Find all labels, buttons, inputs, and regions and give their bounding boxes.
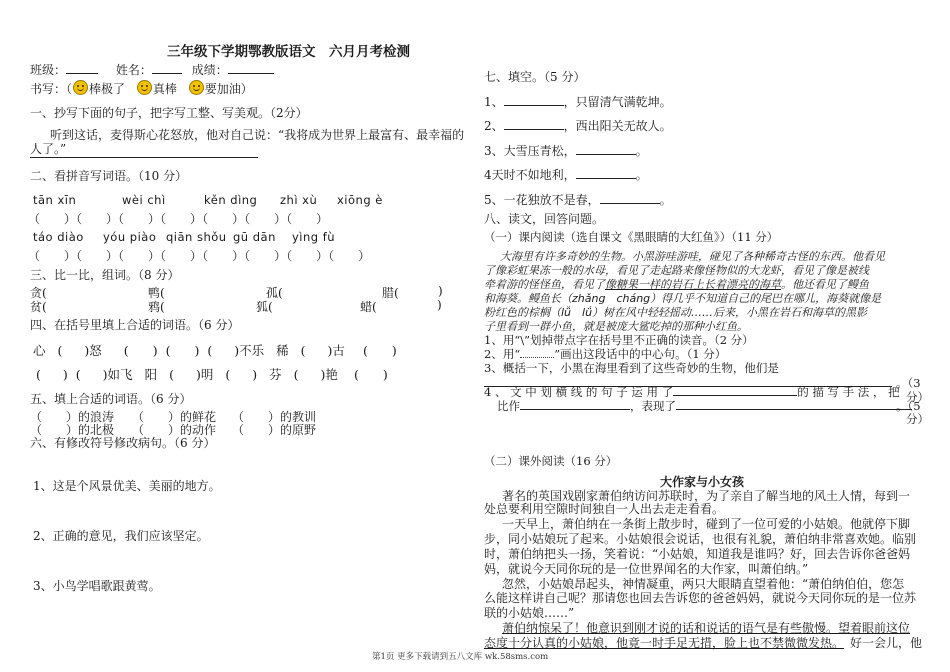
q8-heading: 八、读文，回答问题。	[484, 212, 605, 226]
q8-q3-score-cont: 分）	[906, 390, 929, 404]
q7-num: 4	[484, 168, 492, 182]
q3-char-1-1: 贪(	[30, 286, 47, 300]
smiley-icon	[189, 80, 204, 95]
paren-blank[interactable]: （ ）	[244, 249, 287, 263]
writing-opt2: 真棒	[152, 82, 177, 96]
q4-row1	[33, 341, 397, 359]
q7-item-5	[484, 191, 672, 208]
story-line-5: 时，萧伯纳把头一扬，笑着说：“小姑娘，知道我是谁吗？好，回去告诉你爸爸妈	[484, 547, 911, 561]
q8-q3-score: 。（3	[896, 376, 921, 390]
paren-blank[interactable]: （ ）	[160, 249, 203, 263]
pinyin-2-1: táo diào	[33, 230, 84, 244]
passage-line-5: 粉红色的棕榈（lǚ lǘ）树在风中轻轻摇动……后来，小黑在岩石和海草的黑影	[484, 306, 868, 319]
q7-blank[interactable]	[600, 192, 660, 204]
q4-paren[interactable]: (	[207, 343, 213, 358]
q4-text: 心	[33, 343, 46, 358]
q8-text: 的 描 写 手 法 ， 把	[797, 385, 900, 399]
q7-item-4	[484, 166, 648, 183]
q8-text: ”画出这段话中的中心句。（1 分）	[554, 347, 727, 361]
writing-row	[30, 80, 253, 97]
writing-prefix: 书写：（	[30, 82, 73, 96]
paren-blank[interactable]: （ ）	[118, 212, 161, 226]
story-line-4: 步，同小姑娘玩了起来。小姑娘很会说话，也很有礼貌，萧伯纳非常喜欢她。临别	[484, 532, 917, 546]
q4-text: 芬	[269, 367, 282, 382]
q7-num: 3、	[484, 144, 504, 158]
q7-text: ，西出阳关无故人。	[563, 119, 672, 133]
pinyin-1-5: xiōng è	[337, 193, 383, 207]
q5-item-2-2[interactable]: （ ）的动作	[132, 423, 217, 437]
q8-text: 2、用“	[484, 347, 521, 361]
q4-text: )如飞	[102, 367, 133, 382]
name-blank[interactable]	[152, 62, 182, 74]
q3-char-1-2: 鸭(	[148, 286, 165, 300]
q7-blank[interactable]	[504, 94, 564, 106]
q3-char-2-5: )	[437, 298, 442, 312]
class-label: 班级：	[30, 63, 67, 77]
q4-text: )怒	[84, 343, 102, 358]
paren-blank[interactable]: （ ）	[76, 249, 119, 263]
q7-blank[interactable]	[576, 167, 636, 179]
q5-item-2-1[interactable]: （ ）的北极	[30, 423, 115, 437]
pinyin-1-4: zhì xù	[280, 193, 318, 207]
story-line-1: 著名的英国戏剧家萧伯纳访问苏联时，为了亲自了解当地的风土人情，每到一	[502, 489, 911, 503]
q7-item-3	[484, 142, 648, 159]
q5-item-1-3[interactable]: （ ）的教训	[232, 410, 317, 424]
q1-heading: 一、抄写下面的句子，把字写工整、写美观。（2分）	[30, 106, 308, 120]
q8-text: 比作	[497, 399, 520, 413]
story-line-9: 联的小姑娘……”	[484, 606, 575, 620]
q7-text: 天时不如地利，	[491, 168, 576, 182]
class-blank[interactable]	[66, 62, 98, 74]
q7-text: 一花独放不是春，	[503, 193, 600, 207]
q4-paren[interactable]: (	[36, 367, 41, 382]
q4-text: 阳	[144, 367, 158, 382]
pinyin-2-3: qiān shǒu	[166, 230, 227, 244]
q4-paren[interactable]: )	[391, 343, 397, 358]
paren-blank[interactable]: （ ）	[28, 212, 77, 226]
q7-text: 。	[659, 193, 672, 207]
q4-text: )艳	[320, 367, 338, 382]
score-label: 成绩：	[191, 63, 228, 77]
q4-paren[interactable]: )	[194, 343, 200, 358]
q7-num: 5、	[484, 193, 504, 207]
q3-char-1-4: 腊(	[382, 286, 399, 300]
q4-paren[interactable]: (	[165, 343, 171, 358]
q4-paren[interactable]: (	[293, 367, 299, 382]
pinyin-1-1: tān xīn	[33, 193, 77, 207]
q2-heading: 二、看拼音写词语。（10 分）	[30, 169, 188, 183]
q3-char-2-4: 蜡(	[360, 300, 377, 314]
q4-paren[interactable]: (	[353, 367, 359, 382]
story-line-7: 忽然，小姑娘昂起头，神情凝重，两只大眼睛直望着他：“萧伯纳伯伯，您怎	[502, 577, 905, 591]
paren-blank[interactable]: （ ）	[328, 249, 371, 263]
q7-heading: 七、填空。（5 分）	[484, 70, 586, 84]
q4-paren[interactable]: (	[123, 343, 129, 358]
q7-text: 大雪压青松，	[503, 144, 576, 158]
page-footer: 第1页 更多下载请到五八文库 wk.58sms.com	[372, 652, 549, 662]
q4-paren[interactable]: )	[382, 367, 388, 382]
q1-answer-line[interactable]	[30, 157, 258, 158]
q6-item-2: 2、正确的意见，我们应该坚定。	[33, 529, 209, 543]
q8-part2-heading: （二）课外阅读（16 分）	[484, 454, 618, 468]
q3-heading: 三、比一比，组词。（8 分）	[30, 268, 180, 282]
passage-line-2: 了像彩虹果冻一般的水母，看见了走起路来像怪物似的大龙虾，看见了像是被线	[484, 264, 869, 277]
q4-paren[interactable]: (	[225, 367, 231, 382]
story-line-2: 处总要利用空隙时间独自一人出去走走看看。	[484, 502, 725, 516]
q7-blank[interactable]	[576, 143, 636, 155]
q4-paren[interactable]: (	[57, 343, 63, 358]
story-line-11	[484, 634, 922, 651]
q4-paren[interactable]: (	[362, 343, 368, 358]
q8-q4-score-cont: 分）	[906, 412, 929, 426]
q8-q4-score: 。（5	[896, 399, 921, 413]
pinyin-1-3: kěn dìng	[204, 193, 258, 207]
q7-text: 。	[635, 144, 648, 158]
q1-sentence-line1: 听到这话，麦得斯心花怒放，他对自己说：“我将成为世界上最富有、最幸福的	[50, 128, 465, 142]
paren-blank[interactable]: （ ）	[286, 249, 329, 263]
q7-num: 1、	[484, 95, 504, 109]
q8-question-4-line2	[497, 398, 912, 414]
paren-blank[interactable]: （ ）	[202, 249, 245, 263]
wavy-line-mark	[520, 347, 554, 358]
passage-text: 。他还看见了鳗鱼	[781, 278, 869, 291]
q8-question-3: 3、概括一下，小黑在海里看到了这些奇妙的生物，他们是	[484, 361, 779, 375]
q7-blank[interactable]	[504, 118, 564, 130]
q7-num: 2、	[484, 119, 504, 133]
score-blank[interactable]	[228, 62, 274, 74]
q3-char-1-3: 孤(	[266, 286, 283, 300]
passage-line-1: 大海里有许多奇妙的生物。小黑游哇游哇，碰见了各种稀奇古怪的东西。他看见	[500, 250, 885, 263]
q2-paren-row2	[28, 247, 370, 264]
q7-text: 。	[635, 168, 648, 182]
paren-blank[interactable]: （ ）	[76, 212, 119, 226]
story-line-10: 萧伯纳惊呆了！他意识到刚才说的话和说话的语气是有些傲慢。望着眼前这位	[502, 621, 911, 635]
q7-text: ，只留清气满乾坤。	[563, 95, 672, 109]
paren-blank[interactable]: （ ）	[28, 249, 77, 263]
passage-line-4: 和海葵。鳗鱼长（zhǎng cháng）得几乎不知道自己的尾巴在哪儿，海葵就像是	[484, 292, 882, 305]
story-text: 好一会儿，他	[850, 636, 923, 650]
q6-item-3: 3、小鸟学唱歌跟黄莺。	[33, 579, 161, 593]
story-line-8: 么能这样讲自己呢？那请您也回去告诉您的爸爸妈妈，就说今天同你玩的是一位苏	[484, 591, 917, 605]
q6-item-1: 1、这是个风景优美、美丽的地方。	[33, 479, 221, 493]
q7-item-2	[484, 117, 672, 134]
paren-blank[interactable]: （ ）	[244, 212, 287, 226]
q4-paren[interactable]: (	[169, 367, 174, 382]
q4-text: )明	[195, 367, 214, 382]
q4-heading: 四、在括号里填上合适的词语。（6 分）	[30, 318, 240, 332]
q4-paren[interactable]: (	[75, 367, 81, 382]
q8-blank[interactable]	[520, 398, 630, 410]
info-row	[30, 61, 274, 78]
q4-text: )不乐	[234, 343, 265, 358]
name-label: 姓名：	[115, 63, 152, 77]
q3-char-2-2: 鸦(	[148, 300, 165, 314]
paren-blank[interactable]: （ ）	[118, 249, 161, 263]
q4-text: 稀	[276, 343, 289, 358]
q8-part1-heading: （一）课内阅读（选自课文《黑眼睛的大红鱼》）（11 分）	[484, 230, 779, 244]
paren-blank[interactable]: （ ）	[286, 212, 329, 226]
passage-line-6: 子里看到一群小鱼，就是被庞大鲨吃掉的那种小红鱼。	[484, 320, 748, 333]
q5-item-1-1[interactable]: （ ）的浪涛	[30, 410, 115, 424]
page-title: 三年级下学期鄂教版语文 六月月考检测	[167, 44, 410, 60]
q8-blank[interactable]	[673, 384, 797, 396]
passage-underlined-sentence: 像糖果一样的岩石上长着漂亮的海草	[605, 278, 781, 291]
q3-char-1-5: )	[438, 284, 443, 298]
pinyin-2-5: yìng fù	[292, 230, 336, 244]
smiley-icon	[73, 80, 88, 95]
q5-item-1-2[interactable]: （ ）的鲜花	[132, 410, 217, 424]
q8-text: 4 、 文 中 划 横 线 的 句 子 运 用 了	[484, 385, 674, 399]
q3-char-2-1: 贫(	[30, 300, 47, 314]
q4-paren[interactable]: )	[62, 367, 68, 382]
smiley-icon	[137, 80, 152, 95]
q3-char-2-3: 狐(	[256, 300, 273, 314]
passage-text: 牵着游的怪怪鱼，看见了	[484, 278, 605, 291]
pinyin-1-2: wèi chì	[122, 193, 166, 207]
pinyin-2-4: gū dān	[233, 230, 276, 244]
q8-text: ，表现了	[630, 399, 676, 413]
q4-text: )古	[327, 343, 345, 358]
paren-blank[interactable]: （ ）	[202, 212, 245, 226]
paren-blank[interactable]: （ ）	[160, 212, 203, 226]
q1-sentence-line2: 人了。”	[30, 142, 67, 156]
q8-blank[interactable]	[676, 398, 912, 410]
story-line-3: 一天早上，萧伯纳在一条街上散步时，碰到了一位可爱的小姑娘。他就停下脚	[502, 517, 911, 531]
q5-heading: 五、填上合适的词语。（6 分）	[30, 392, 192, 406]
writing-opt3: 要加油）	[204, 82, 253, 96]
pinyin-2-2: yóu piào	[103, 230, 157, 244]
q6-heading: 六、有修改符号修改病句。（6 分）	[30, 436, 216, 450]
story-title: 大作家与小女孩	[660, 475, 745, 489]
story-line-6: 妈，就说今天同你玩的是一位世界闻名的大作家，叫萧伯纳。”	[484, 562, 809, 576]
story-underlined-text: 态度十分认真的小姑娘，他竟一时手足无措，脸上也不禁微微发热。	[484, 636, 845, 650]
q7-item-1	[484, 93, 672, 110]
q4-paren[interactable]: (	[300, 343, 306, 358]
q5-item-2-3[interactable]: （ ）的原野	[232, 423, 317, 437]
q8-question-1: 1、用“\”划掉带点字在括号里不正确的读音。（2 分）	[484, 333, 754, 347]
q2-paren-row1	[28, 210, 328, 227]
q4-paren[interactable]: )	[252, 367, 258, 382]
writing-opt1: 棒极了	[89, 82, 126, 96]
q4-row2	[36, 365, 388, 383]
q4-paren[interactable]: )	[152, 343, 158, 358]
